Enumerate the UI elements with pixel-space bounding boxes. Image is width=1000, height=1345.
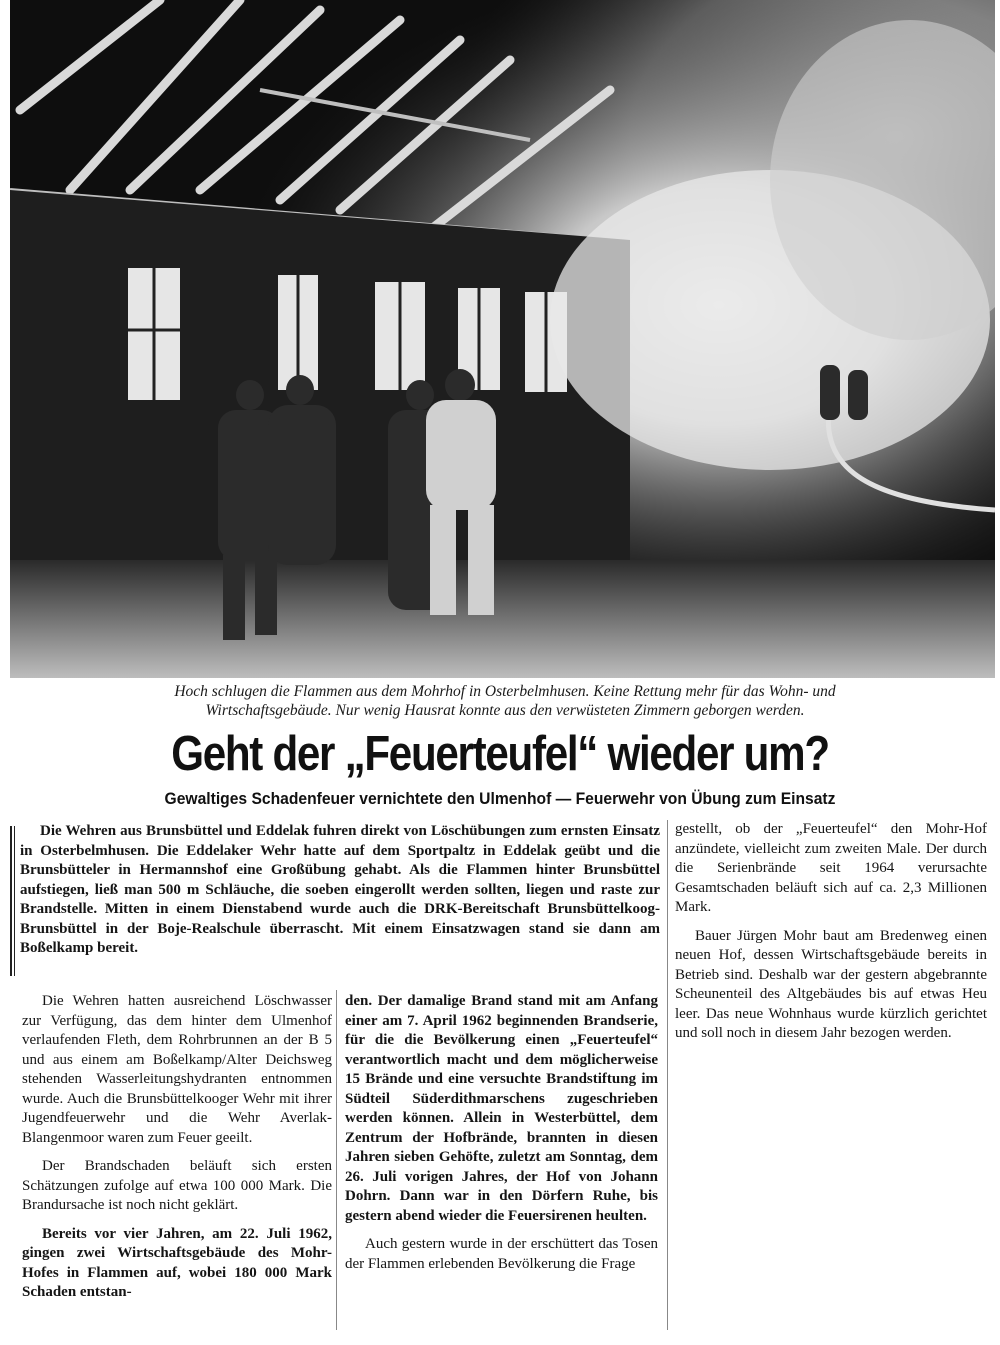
caption-line-2: Wirtschaftsgebäude. Nur wenig Hausrat konnte aus den verwüsteten Zimmern geborgen werden. [205,702,805,719]
column-3 [675,820,987,1053]
column-divider-1 [336,990,337,1330]
col2-paragraph-1: den. Der damalige Brand stand mit am Anfang einer am 7. April 1962 beginnenden Brandserie, für die die Bevölkerung einen „Feuerteufel“ verantwortlich macht und dem möglicherweise 15 Brände und eine versuchte Brandstiftung im Südteil Süderdithmarschens zugeschrieben werden können. Allein in Westerbüttel, dem Zentrum der Hofbrände, brannten in diesen Jahren sieben Gehöfte, zuletzt am Sonntag, dem 26. Juli vorigen Jahres, der Hof von Johann Dohrn. Dann war in den Dörfern Ruhe, bis gestern abend wieder die Feuersirenen heulten. [345,993,658,1224]
col3-paragraph-2: Bauer Jürgen Mohr baut am Bredenweg einen neuen Hof, dessen Wirtschaftsgebäude bereits in Betrieb sind. Deshalb war der gestern abgebrannte Scheunenteil des Altgebäudes bis auf etwas Heu leer. Das neue Wohnhaus wurde kürzlich gerichtet und soll noch in diesem Jahr bezogen werden. [675,927,987,1041]
lead-margin-rule [10,826,12,976]
column-2 [345,992,658,1283]
col1-paragraph-2: Der Brandschaden beläuft sich ersten Schätzungen zufolge auf etwa 100 000 Mark. Die Brandursache ist noch nicht geklärt. [22,1158,332,1213]
col3-paragraph-1: gestellt, ob der „Feuerteufel“ den Mohr-Hof anzündete, vielleicht zum zweiten Male. Der durch die Serienbrände seit 1964 verursachte Gesamtschaden beläuft sich auf ca. 2,3 Millionen Mark. [675,821,987,915]
lead-paragraph [20,822,660,968]
lead-text: Die Wehren aus Brunsbüttel und Eddelak fuhren direkt von Löschübungen zum ernsten Einsatz in Osterbelmhusen. Die Eddelaker Wehr hatte auf dem Sportpaltz in Eddelak geübt und die Brunsbütteler in Hermannshof eine Großübung gehabt. Als die Flammen hinter Brunsbüttel aufstiegen, ließ man 500 m Schläuche, die soeben eingerollt werden sollten, liegen und raste zur Brandstelle. Mitten in einem Dienstabend wurde auch die DRK-Bereitschaft Brunsbüttelkoog-Brunsbüttel in der Boje-Realschule überrascht. Mit einem Einsatzwagen stand sie dann am Boßelkamp bereit. [20,823,660,956]
column-1 [22,992,332,1312]
caption-line-1: Hoch schlugen die Flammen aus dem Mohrhof in Osterbelmhusen. Keine Rettung mehr für das Wohn- und [174,683,836,700]
col2-paragraph-2: Auch gestern wurde in der erschüttert das Tosen der Flammen erlebenden Bevölkerung die Frage [345,1236,658,1272]
col1-paragraph-3: Bereits vor vier Jahren, am 22. Juli 1962, gingen zwei Wirtschaftsgebäude des Mohr-Hofes in Flammen auf, wobei 180 000 Mark Schaden entstan- [22,1225,332,1300]
column-divider-2 [667,820,668,1330]
headline: Geht der „Feuerteufel“ wieder um? [171,727,829,781]
photo-caption [30,682,980,720]
lead-margin-rule-inner [14,826,15,976]
col1-paragraph-1: Die Wehren hatten ausreichend Löschwasser zur Verfügung, das dem hinter dem Ulmenhof verlaufenden Fleth, dem Rohrbrunnen an der B 5 und aus einem am Boßelkamp/Alter Deichsweg stehenden Wasserleitungshydranten entnommen wurde. Auch die Brunsbüttelkooger Wehr mit ihrer Jugendfeuerwehr und die Wehr Averlak-Blangenmoor waren zum Feuer geeilt. [22,993,332,1146]
subheadline: Gewaltiges Schadenfeuer vernichtete den Ulmenhof — Feuerwehr von Übung zum Einsatz [164,789,836,808]
burning-farmhouse-illustration [10,0,995,678]
news-photo [10,0,995,678]
